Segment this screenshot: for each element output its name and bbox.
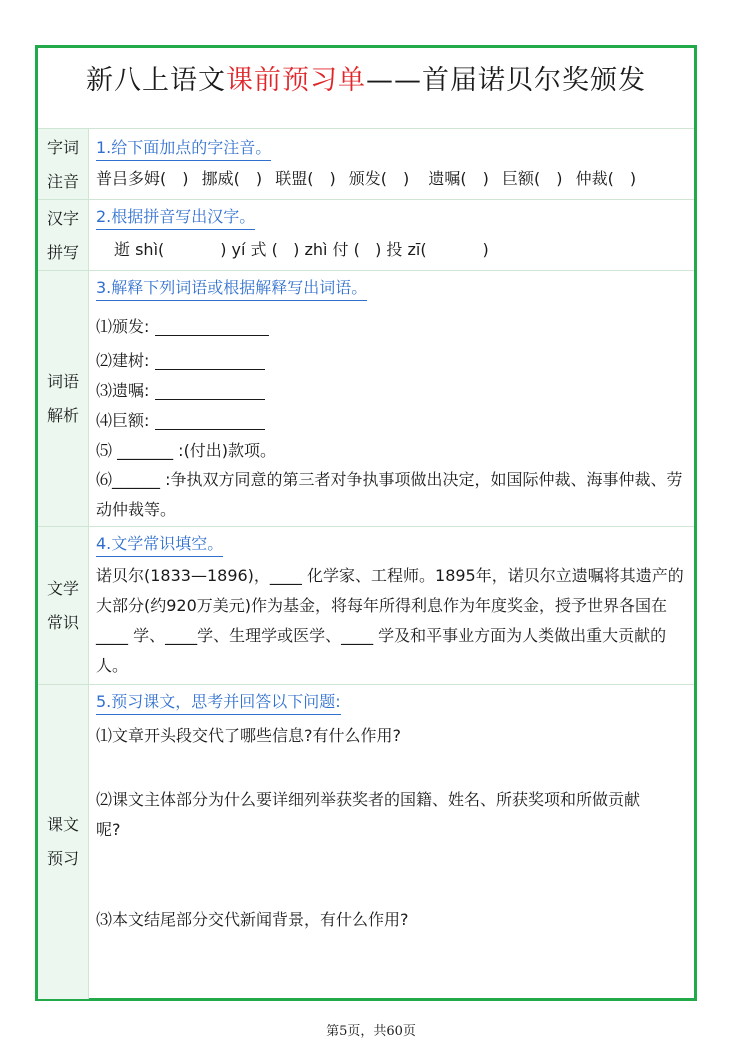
question-1: 1.给下面加点的字注音。 [96, 137, 271, 161]
vocab-item: ⑵建树: [96, 349, 686, 373]
question-5: 5.预习课文，思考并回答以下问题: [96, 691, 341, 715]
section-vocabulary [38, 270, 694, 527]
preview-question: ⑵课文主体部分为什么要详细列举获奖者的国籍、姓名、所获奖项和所做贡献呢? [96, 790, 641, 839]
question-4: 4.文学常识填空。 [96, 533, 223, 557]
preview-question: ⑶本文结尾部分交代新闻背景，有什么作用? [96, 910, 409, 929]
section-literature [38, 526, 694, 685]
worksheet [35, 45, 697, 1001]
pinyin-items: 普吕多姆( ) 挪威( ) 联盟( ) 颁发( ) 遗嘱( ) 巨额( ) 仲裁( ) [96, 169, 637, 188]
section-spelling [38, 199, 694, 271]
pinyin-line: 逝 shì( ) yí 式 ( ) zhì 付 ( ) 投 zī( ) [114, 240, 489, 259]
section-preview [38, 684, 694, 999]
section-label: 课文 预习 [38, 685, 89, 999]
section-label: 汉字 拼写 [38, 200, 89, 271]
section-label: 文学 常识 [38, 527, 89, 685]
question-3: 3.解释下列词语或根据解释写出词语。 [96, 277, 367, 301]
page-title: 新八上语文课前预习单——首届诺贝尔奖颁发 [38, 48, 694, 129]
preview-question: ⑴文章开头段交代了哪些信息?有什么作用? [96, 726, 401, 745]
literature-text: 诺贝尔(1833—1896)，____ 化学家、工程师。1895年，诺贝尔立遗嘱将其遗产的大部分(约920万美元)作为基金，将每年所得利息作为年度奖金，授予世界各国在____ 学、____学、生理学或医学、____ 学及和平事业方面为人类做出重大贡献的人。 [96, 566, 684, 675]
vocab-item: ⑶遗嘱: [96, 379, 686, 403]
section-label: 词语 解析 [38, 271, 89, 527]
section-label: 字词 注音 [38, 129, 89, 200]
vocab-item: ⑹______ :争执双方同意的第三者对争执事项做出决定，如国际仲裁、海事仲裁、劳动仲裁等。 [96, 470, 683, 519]
vocab-item: ⑸ _______ :(付出)款项。 [96, 441, 277, 460]
vocab-item: ⑷巨额: [96, 409, 686, 433]
page-footer: 第5页，共60页 [326, 1024, 416, 1039]
question-2: 2.根据拼音写出汉字。 [96, 206, 255, 230]
vocab-item: ⑴颁发: [96, 315, 686, 339]
section-pronunciation [38, 128, 694, 200]
